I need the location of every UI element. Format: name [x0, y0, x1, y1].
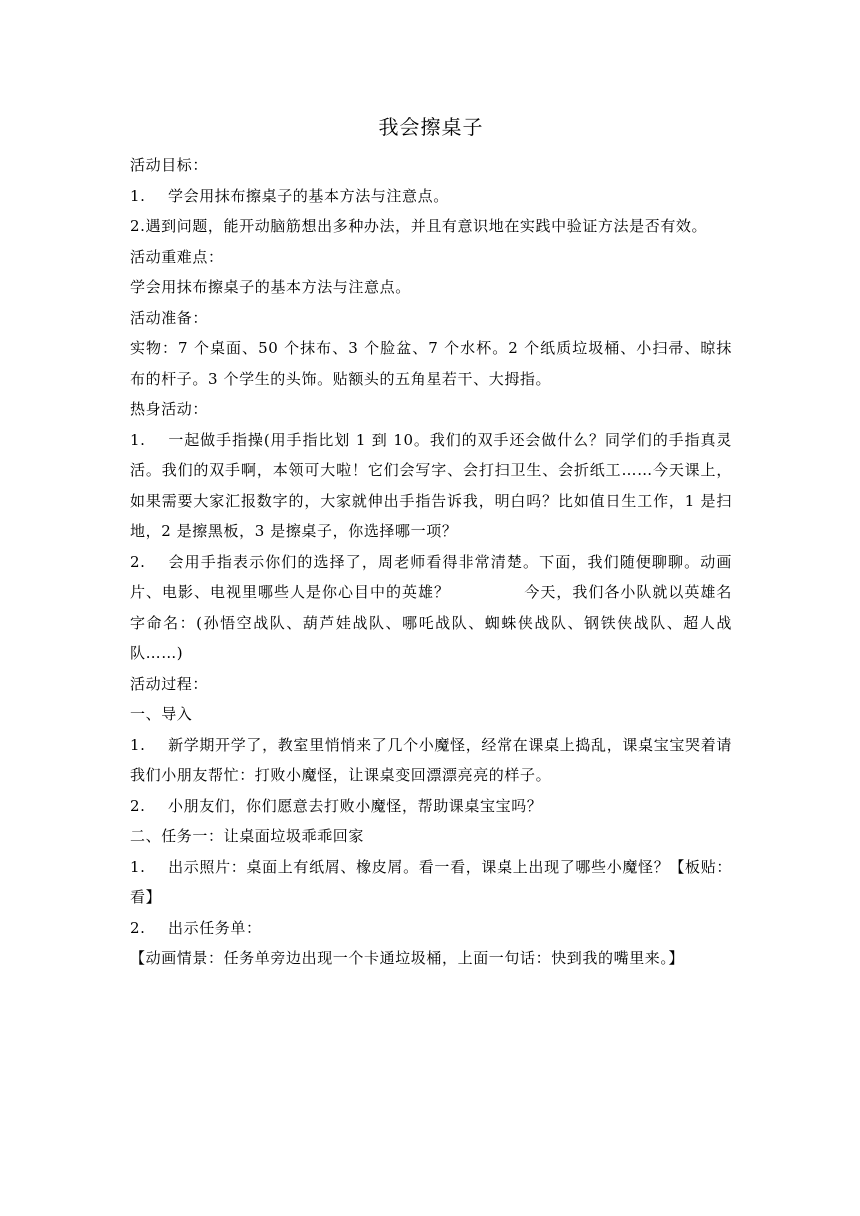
heading-warmup: 热身活动： — [130, 400, 209, 418]
heading-preparation: 活动准备： — [130, 308, 209, 327]
task-one-item-2: 2. 出示任务单： — [130, 918, 262, 937]
document-title: 我会擦桌子 — [378, 115, 484, 139]
heading-process: 活动过程： — [130, 674, 209, 693]
warmup-item-2: 2. 会用手指表示你们的选择了，周老师看得非常清楚。下面，我们随便聊聊。动画片、电影、电视里哪些人是你心目中的英雄？ 今天，我们各小队就以英雄名字命名：(孙悟空战队、葫芦娃战队、哪吒战队、蜘蛛侠战队、钢铁侠战队、超人战队……) — [130, 552, 732, 662]
goal-item-1: 1. 学会用抹布擦桌子的基本方法与注意点。 — [130, 186, 449, 205]
preparation-text: 实物：7 个桌面、50 个抹布、3 个脸盆、7 个水杯。2 个纸质垃圾桶、小扫帚、晾抹布的杆子。3 个学生的头饰。贴额头的五角星若干、大拇指。 — [130, 339, 732, 388]
task-one-item-1: 1. 出示照片：桌面上有纸屑、橡皮屑。看一看，课桌上出现了哪些小魔怪？【板贴：看】 — [130, 857, 732, 906]
intro-item-2: 2. 小朋友们，你们愿意去打败小魔怪，帮助课桌宝宝吗？ — [130, 796, 543, 815]
key-points-text: 学会用抹布擦桌子的基本方法与注意点。 — [130, 278, 411, 296]
heading-key-points: 活动重难点： — [130, 247, 224, 266]
animation-scene-note: 【动画情景：任务单旁边出现一个卡通垃圾桶，上面一句话：快到我的嘴里来。】 — [130, 949, 685, 967]
intro-item-1: 1. 新学期开学了，教室里悄悄来了几个小魔怪，经常在课桌上捣乱，课桌宝宝哭着请我们小朋友帮忙：打败小魔怪，让课桌变回漂漂亮亮的样子。 — [130, 735, 732, 784]
section-task-one-heading: 二、任务一：让桌面垃圾乖乖回家 — [130, 827, 365, 845]
section-intro-heading: 一、导入 — [130, 705, 193, 723]
goal-item-2: 2.遇到问题，能开动脑筋想出多种办法，并且有意识地在实践中验证方法是否有效。 — [130, 217, 708, 235]
heading-activity-goals: 活动目标： — [130, 156, 209, 174]
document-body — [130, 110, 732, 974]
warmup-item-1: 1. 一起做手指操(用手指比划 1 到 10。我们的双手还会做什么？同学们的手指真灵活。我们的双手啊，本领可大啦！它们会写字、会打扫卫生、会折纸工……今天课上，如果需要大家汇报数字的，大家就伸出手指告诉我，明白吗？比如值日生工作，1 是扫地，2 是擦黑板，3 是擦桌子，你选择哪一项？ — [130, 430, 732, 540]
